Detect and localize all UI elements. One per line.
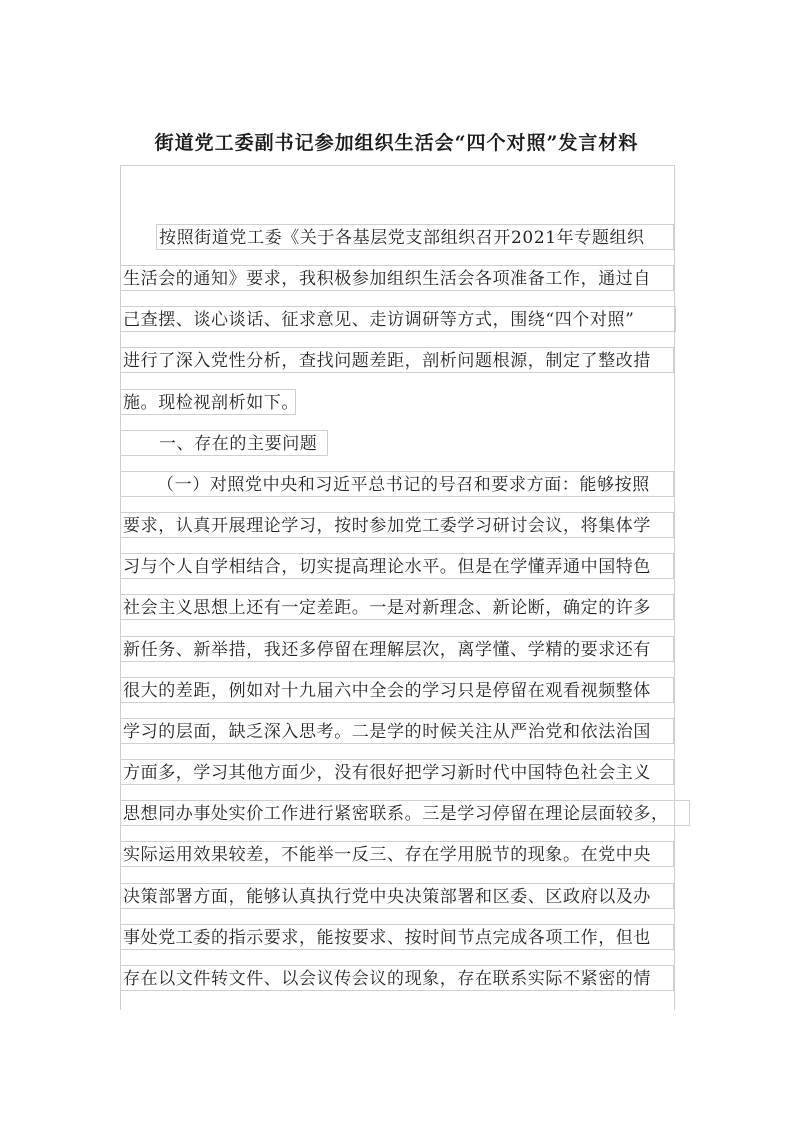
frame-right-rule — [674, 165, 675, 1010]
paragraph-line: 学习的层面，缺乏深入思考。二是学的时候关注从严治党和依法治国 — [120, 718, 674, 744]
paragraph-line: 己查摆、谈心谈话、征求意见、走访调研等方式，围绕“四个对照” — [120, 306, 676, 332]
frame-top-rule — [120, 165, 675, 166]
paragraph-line: 施。现检视剖析如下。 — [120, 389, 296, 415]
paragraph-line: 新任务、新举措，我还多停留在理解层次，离学懂、学精的要求还有 — [120, 636, 674, 662]
paragraph-line: 进行了深入党性分析，查找问题差距，剖析问题根源，制定了整改措 — [120, 347, 674, 373]
paragraph-line: 存在以文件转文件、以会议传会议的现象，存在联系实际不紧密的情 — [120, 965, 674, 991]
paragraph-line: 方面多，学习其他方面少，没有很好把学习新时代中国特色社会主义 — [120, 759, 674, 785]
paragraph-line: 生活会的通知》要求，我积极参加组织生活会各项准备工作，通过自 — [120, 265, 674, 291]
paragraph-line: 思想同办事处实价工作进行紧密联系。三是学习停留在理论层面较多， — [120, 800, 690, 826]
paragraph-line: 要求，认真开展理论学习，按时参加党工委学习研讨会议，将集体学 — [120, 512, 674, 538]
paragraph-line: 按照街道党工委《关于各基层党支部组织召开2021年专题组织 — [156, 224, 674, 250]
section-heading: 一、存在的主要问题 — [120, 430, 328, 456]
paragraph-line: 社会主义思想上还有一定差距。一是对新理念、新论断，确定的许多 — [120, 594, 674, 620]
paragraph-line: 很大的差距，例如对十九届六中全会的学习只是停留在观看视频整体 — [120, 677, 674, 703]
paragraph-line: 习与个人自学相结合，切实提高理论水平。但是在学懂弄通中国特色 — [120, 553, 674, 579]
paragraph-line: 决策部署方面，能够认真执行党中央决策部署和区委、区政府以及办 — [120, 883, 674, 909]
paragraph-line: 事处党工委的指示要求，能按要求、按时间节点完成各项工作，但也 — [120, 924, 674, 950]
document-title: 街道党工委副书记参加组织生活会“四个对照”发言材料 — [154, 132, 639, 154]
paragraph-line: （一）对照党中央和习近平总书记的号召和要求方面：能够按照 — [120, 471, 674, 497]
paragraph-line: 实际运用效果较差，不能举一反三、存在学用脱节的现象。在党中央 — [120, 841, 674, 867]
